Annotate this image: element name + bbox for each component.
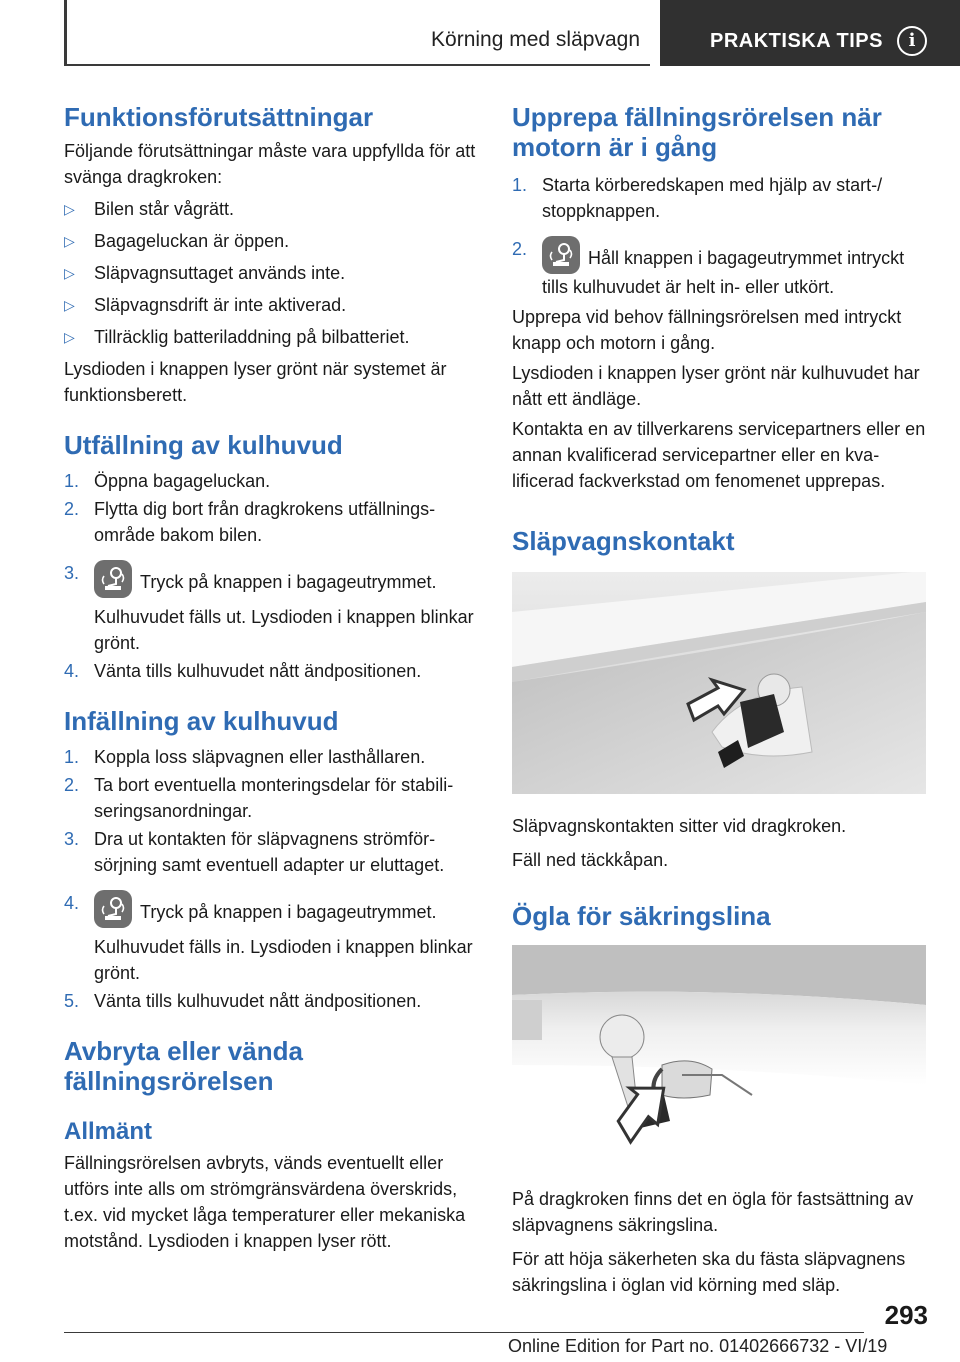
- page-number: 293: [884, 1300, 928, 1330]
- list-item: ▷ Släpvagnsuttaget används inte.: [64, 260, 478, 286]
- tow-hitch-button-icon: [94, 890, 132, 928]
- list-item: ▷ Tillräcklig batteriladdning på bilbatteriet.: [64, 324, 478, 350]
- tow-hitch-button-icon: [94, 560, 132, 598]
- triangle-bullet-icon: ▷: [64, 233, 75, 249]
- footer-rule: [64, 1332, 864, 1333]
- step-item: 1. Starta körberedskapen med hjälp av start-/ stoppknappen.: [512, 175, 883, 221]
- header-chapter-tab: [660, 0, 960, 66]
- heading-socket: Släpvagnskontakt: [512, 526, 735, 556]
- general-text: Fällningsrörelsen avbryts, vänds eventuellt eller utförs inte alls om strömgränsvärdena överskrids, t.ex. vid mycket låga temperaturer eller mekaniska motstånd. Lysdioden i knappen lyser rött.: [64, 1153, 466, 1251]
- heading-requirements: Funktionsförutsättningar: [64, 102, 374, 132]
- eye-text-2: För att höja säkerheten ska du fästa släpvagnens säkringslina i öglan vid körning med släp.: [512, 1249, 906, 1295]
- repeat-text-3: Kontakta en av tillverkarens servicepartners eller en annan kvalificerad servicepartner eller en kvalificerad fackverkstad om fenomenet upprepas.: [512, 419, 926, 491]
- safety-eye-photo: [512, 945, 926, 1172]
- retract-steps: [64, 744, 478, 1014]
- step-item: 4. Tryck på knappen i bagageutrymmet. Kulhuvudet fälls in. Lysdioden i knappen blinkar grönt.: [64, 890, 478, 986]
- heading-general: Allmänt: [64, 1118, 153, 1145]
- repeat-text-2: Lysdioden i knappen lyser grönt när kulhuvudet har nått ett ändläge.: [512, 363, 920, 409]
- eye-text-1: På dragkroken finns det en ögla för fastsättning av släpvagnens säkringslina.: [512, 1189, 914, 1235]
- heading-retract: Infällning av kulhuvud: [64, 706, 339, 736]
- socket-text-1: Släpvagnskontakten sitter vid dragkroken.: [512, 816, 847, 836]
- left-column: [64, 100, 478, 1254]
- header-section-title: Körning med släpvagn: [431, 28, 640, 51]
- step-item: 2. Flytta dig bort från dragkrokens utfällningsområde bakom bilen.: [64, 499, 436, 545]
- triangle-bullet-icon: ▷: [64, 265, 75, 281]
- step-item: 5. Vänta tills kulhuvudet nått ändpositionen.: [64, 991, 422, 1011]
- list-item: ▷ Bilen står vågrätt.: [64, 196, 478, 222]
- heading-eye: Ögla för säkringslina: [512, 901, 771, 931]
- step-item: 3. Tryck på knappen i bagageutrymmet. Kulhuvudet fälls ut. Lysdioden i knappen blinkar grönt.: [64, 560, 478, 656]
- triangle-bullet-icon: ▷: [64, 201, 75, 217]
- requirements-outro: Lysdioden i knappen lyser grönt när systemet är funktionsberett.: [64, 359, 447, 405]
- right-column: [512, 100, 932, 1298]
- heading-abort: Avbryta eller vända fällningsrörelsen: [64, 1036, 303, 1096]
- footer-edition: Online Edition for Part no. 01402666732 - VI/19: [508, 1336, 888, 1356]
- heading-repeat: Upprepa fällningsrörelsen när motorn är i gång: [512, 102, 882, 162]
- socket-photo: [512, 572, 926, 799]
- header-chapter-label: PRAKTISKA TIPS: [710, 30, 883, 52]
- step-item: 2. Håll knappen i bagageutrymmet intryckt tills kulhuvudet är helt in- eller utkört.: [512, 236, 932, 300]
- extend-steps: [64, 468, 478, 684]
- requirements-intro: Följande förutsättningar måste vara uppfyllda för att svänga dragkroken:: [64, 141, 476, 187]
- repeat-steps: [512, 172, 932, 300]
- step-item: 1. Öppna bagageluckan.: [64, 471, 271, 491]
- step-item: 3. Dra ut kontakten för släpvagnens strömförsörjning samt eventuell adapter ur eluttaget.: [64, 829, 445, 875]
- triangle-bullet-icon: ▷: [64, 329, 75, 345]
- step-item: 4. Vänta tills kulhuvudet nått ändpositionen.: [64, 661, 422, 681]
- requirements-list: [64, 196, 478, 350]
- triangle-bullet-icon: ▷: [64, 297, 75, 313]
- info-icon: i: [897, 26, 927, 56]
- tow-hitch-button-icon: [542, 236, 580, 274]
- step-item: 2. Ta bort eventuella monteringsdelar för stabiliseringsanordningar.: [64, 775, 454, 821]
- socket-text-2: Fäll ned täckkåpan.: [512, 850, 669, 870]
- repeat-text-1: Upprepa vid behov fällningsrörelsen med intryckt knapp och motorn i gång.: [512, 307, 902, 353]
- step-item: 1. Koppla loss släpvagnen eller lasthållaren.: [64, 747, 426, 767]
- heading-extend: Utfällning av kulhuvud: [64, 430, 343, 460]
- list-item: ▷ Släpvagnsdrift är inte aktiverad.: [64, 292, 478, 318]
- list-item: ▷ Bagageluckan är öppen.: [64, 228, 478, 254]
- header-rule-left: [64, 0, 67, 66]
- header-rule-bottom: [64, 64, 650, 66]
